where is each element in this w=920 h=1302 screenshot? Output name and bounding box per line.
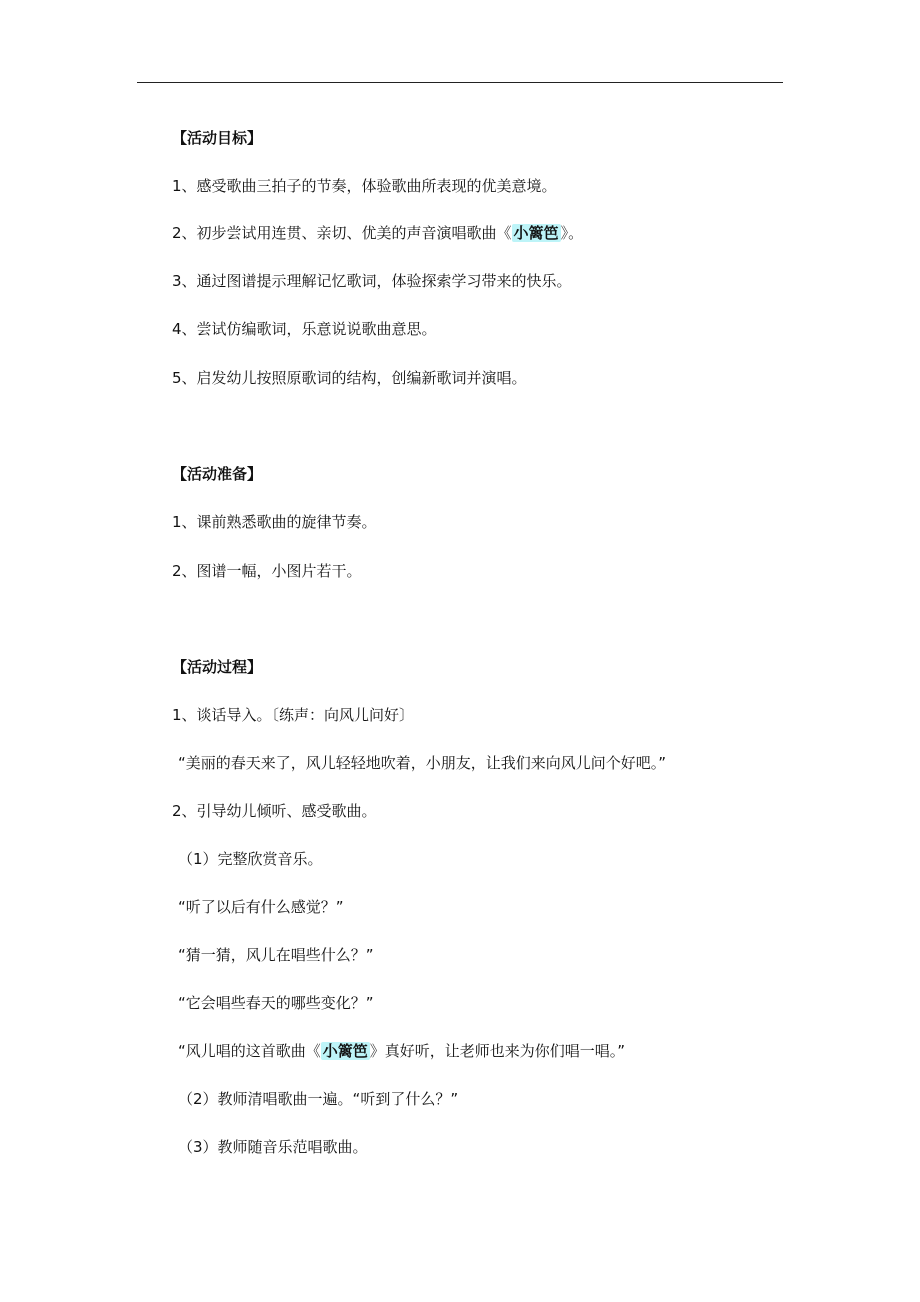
question-3: “它会唱些春天的哪些变化？” (178, 994, 374, 1012)
question-2: “猜一猜，风儿在唱些什么？” (178, 946, 374, 964)
process-step-1: 1、谈话导入。〔练声：向风儿问好〕 (172, 706, 415, 724)
process-sub-2: （2）教师清唱歌曲一遍。“听到了什么？” (178, 1090, 459, 1108)
process-sub-3: （3）教师随音乐范唱歌曲。 (178, 1138, 368, 1156)
goal-item-5: 5、启发幼儿按照原歌词的结构，创编新歌词并演唱。 (172, 369, 527, 387)
question-4-end: 》真好听，让老师也来为你们唱一唱。” (369, 1042, 626, 1060)
header-rule (137, 82, 783, 83)
question-4-text: “风儿唱的这首歌曲《 (178, 1042, 321, 1060)
goal-item-2 (172, 222, 583, 244)
song-title-highlight: 小篱笆 (513, 224, 559, 242)
process-sub-1: （1）完整欣赏音乐。 (178, 850, 323, 868)
prep-heading: 【活动准备】 (172, 465, 263, 483)
goals-heading: 【活动目标】 (172, 129, 263, 147)
process-step-2: 2、引导幼儿倾听、感受歌曲。 (172, 802, 377, 820)
goal-item-1: 1、感受歌曲三拍子的节奏，体验歌曲所表现的优美意境。 (172, 177, 557, 195)
goal-item-3: 3、通过图谱提示理解记忆歌词，体验探索学习带来的快乐。 (172, 272, 572, 290)
goal-item-2-text: 2、初步尝试用连贯、亲切、优美的声音演唱歌曲《 (172, 224, 512, 242)
question-4 (178, 1040, 625, 1062)
song-title-highlight-2: 小篱笆 (322, 1042, 368, 1060)
goal-item-4: 4、尝试仿编歌词，乐意说说歌曲意思。 (172, 320, 437, 338)
prep-item-1: 1、课前熟悉歌曲的旋律节奏。 (172, 513, 377, 531)
process-heading: 【活动过程】 (172, 658, 263, 676)
process-step-1-quote: “美丽的春天来了，风儿轻轻地吹着，小朋友，让我们来向风儿问个好吧。” (178, 754, 667, 772)
prep-item-2: 2、图谱一幅，小图片若干。 (172, 562, 362, 580)
goal-item-2-end: 》。 (560, 224, 584, 242)
question-1: “听了以后有什么感觉？” (178, 898, 344, 916)
